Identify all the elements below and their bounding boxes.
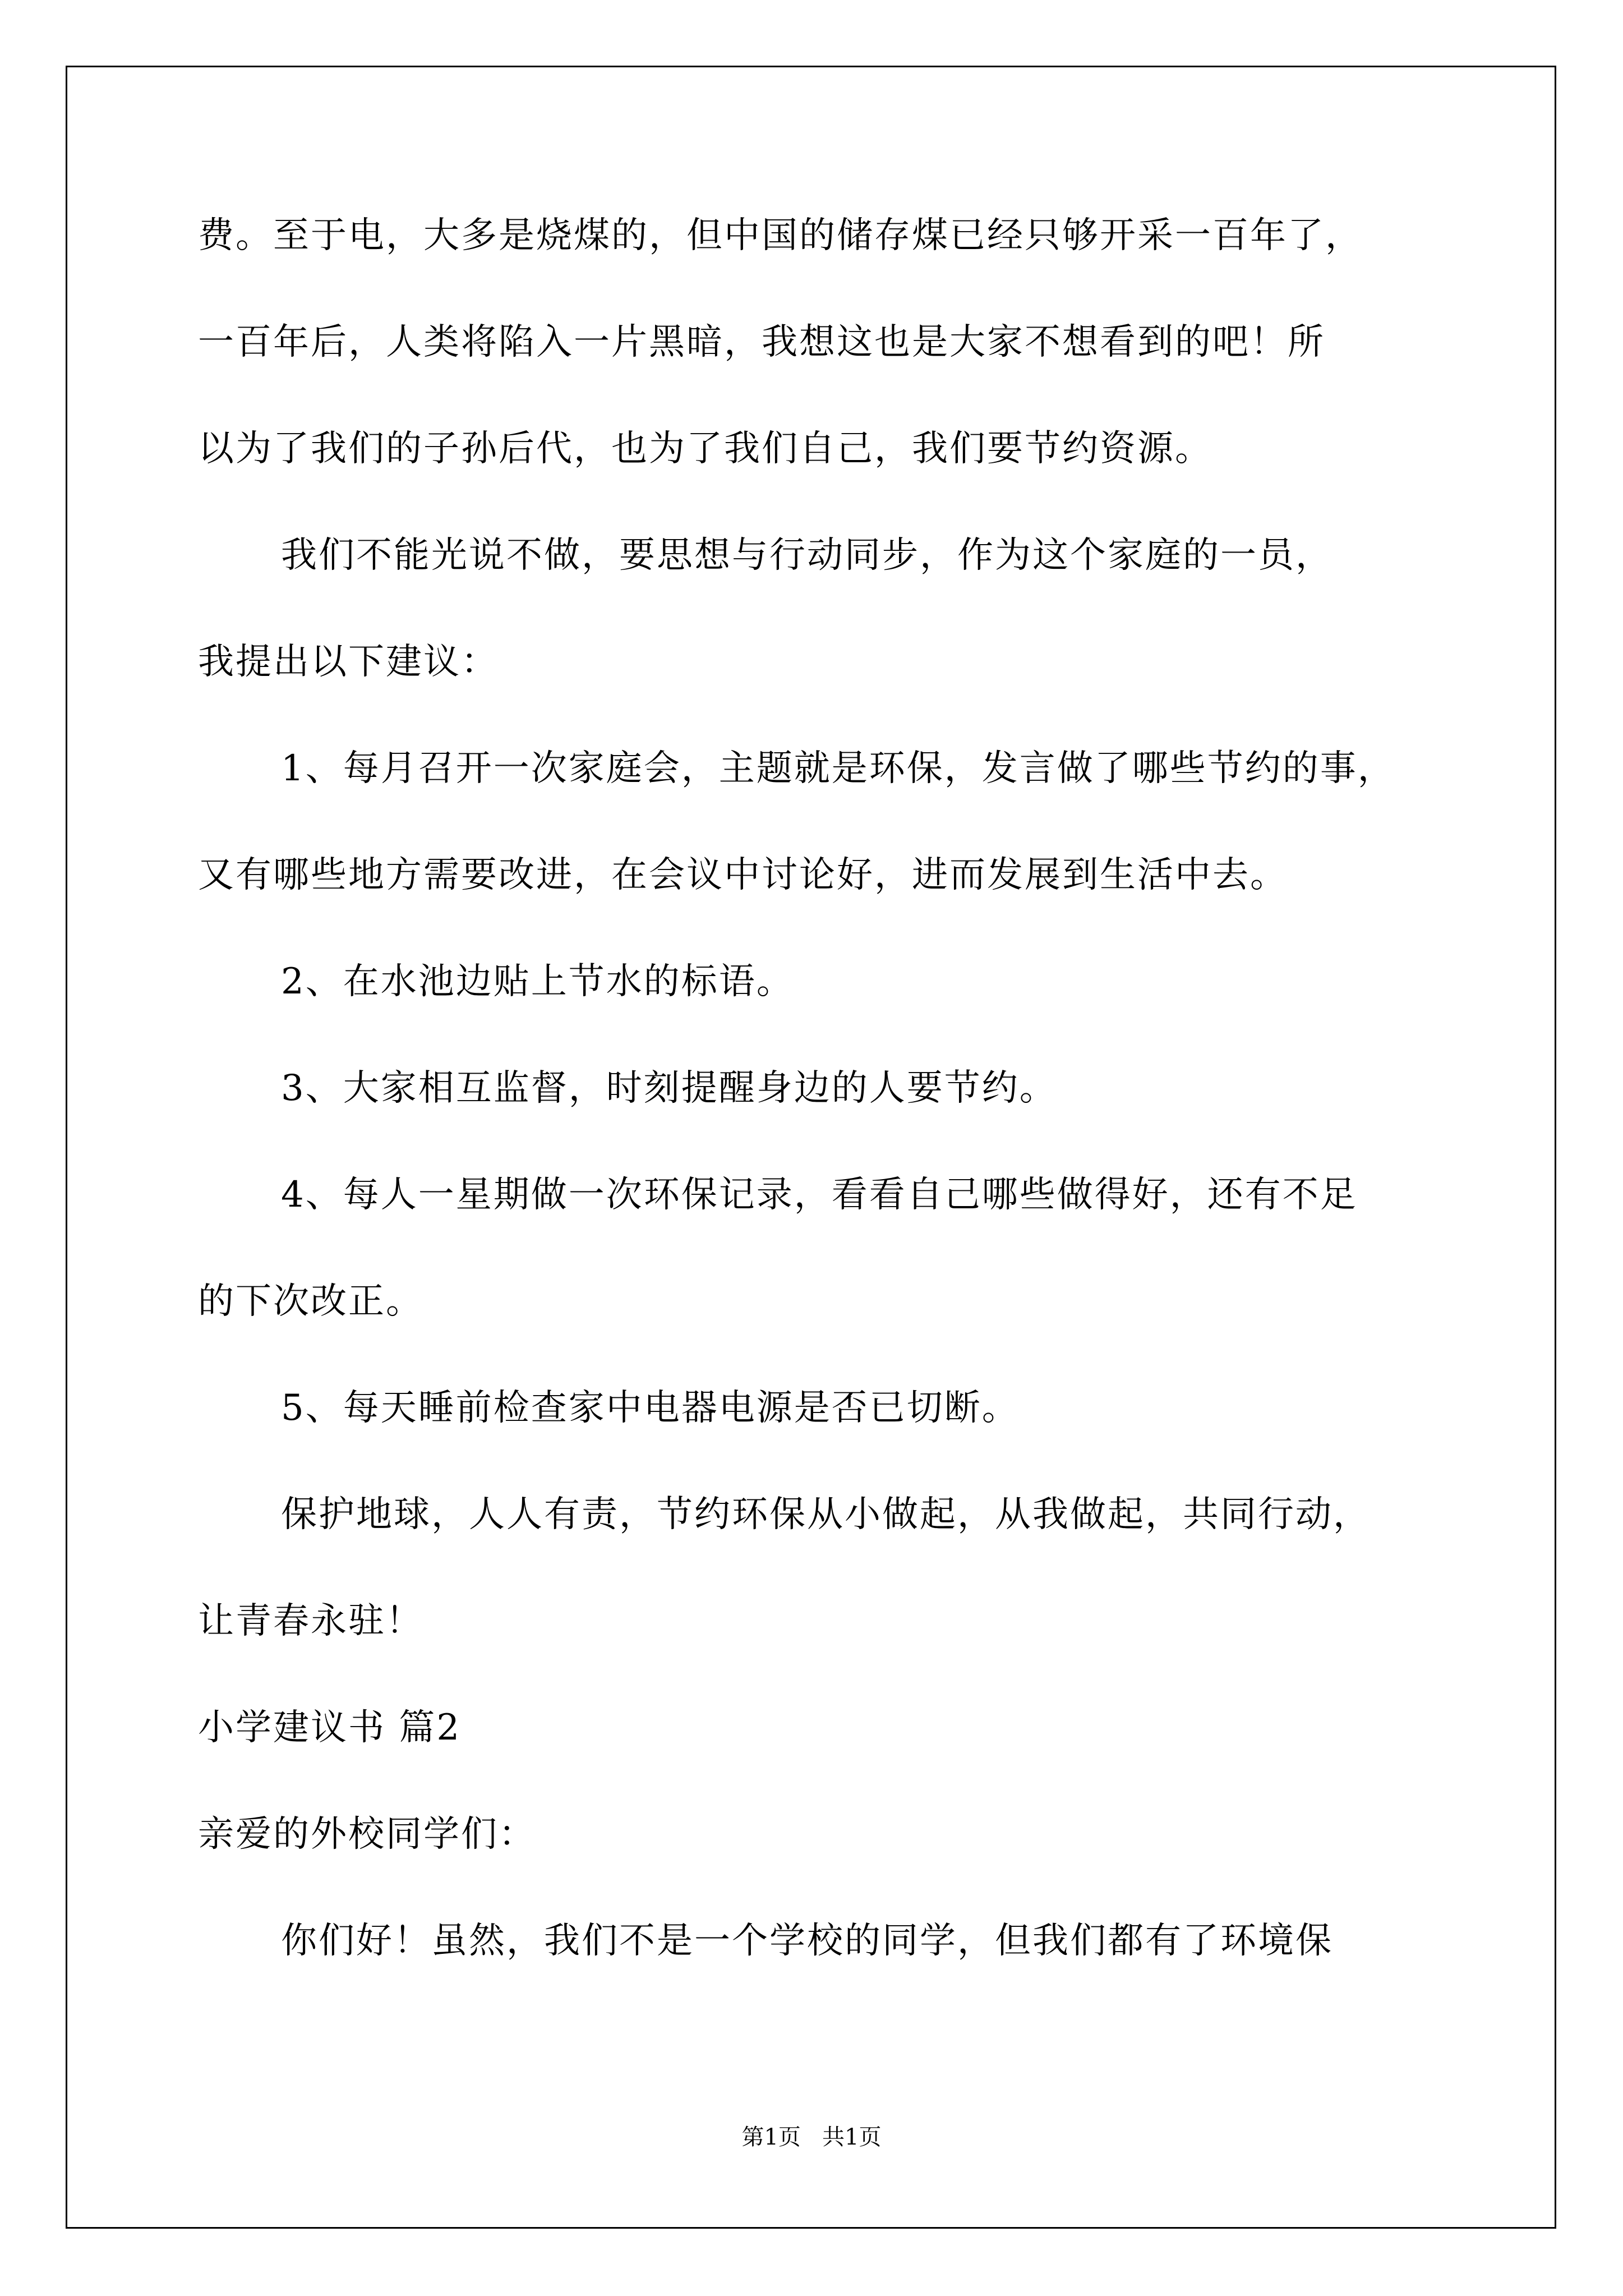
text-line: 的下次改正。 (198, 1281, 423, 1322)
text-line: 你们好！虽然，我们不是一个学校的同学，但我们都有了环境保 (281, 1920, 1333, 1962)
salutation: 亲爱的外校同学们： (198, 1814, 536, 1855)
page-border (66, 66, 1556, 2229)
text-line: 费。至于电，大多是烧煤的，但中国的储存煤已经只够开采一百年了， (198, 215, 1363, 256)
section-heading: 小学建议书 篇2 (198, 1707, 462, 1749)
text-line: 让青春永驻！ (198, 1600, 423, 1642)
text-line: 保护地球，人人有责，节约环保从小做起，从我做起，共同行动， (281, 1494, 1371, 1535)
text-line: 3、大家相互监督，时刻提醒身边的人要节约。 (281, 1068, 1057, 1109)
text-line: 5、每天睡前检查家中电器电源是否已切断。 (281, 1387, 1020, 1429)
text-line: 我提出以下建议： (198, 641, 499, 683)
text-line: 一百年后，人类将陷入一片黑暗，我想这也是大家不想看到的吧！所 (198, 321, 1325, 363)
text-line: 2、在水池边贴上节水的标语。 (281, 961, 794, 1002)
text-line: 我们不能光说不做，要思想与行动同步，作为这个家庭的一员， (281, 535, 1333, 576)
page-footer: 第1页 共1页 (741, 2124, 882, 2150)
text-line: 以为了我们的子孙后代，也为了我们自己，我们要节约资源。 (198, 428, 1212, 470)
text-line: 又有哪些地方需要改进，在会议中讨论好，进而发展到生活中去。 (198, 854, 1288, 896)
text-line: 1、每月召开一次家庭会，主题就是环保，发言做了哪些节约的事， (281, 748, 1395, 789)
text-line: 4、每人一星期做一次环保记录，看看自己哪些做得好，还有不足 (281, 1174, 1358, 1216)
